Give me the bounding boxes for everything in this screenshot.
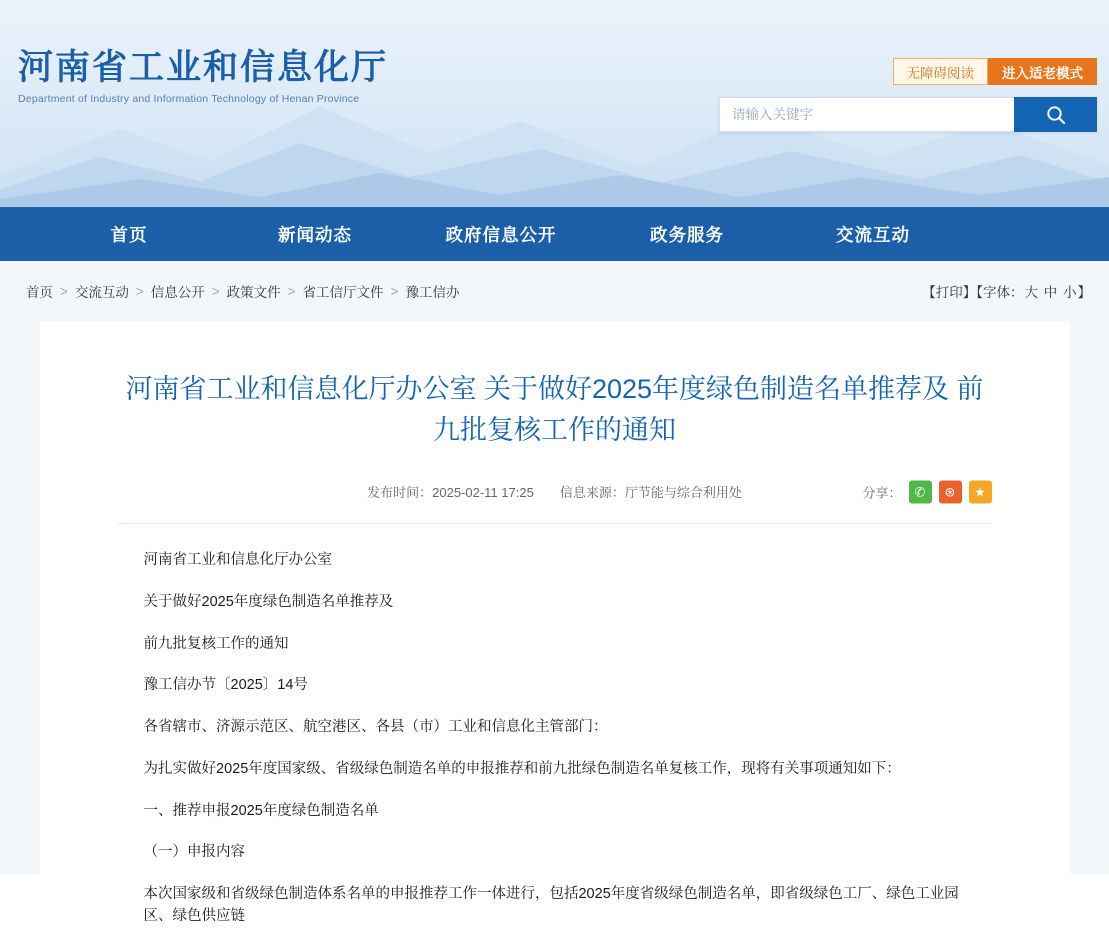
fontsize-prefix: 【字体： [976,285,1024,300]
breadcrumb-separator: > [390,283,399,299]
share-label: 分享： [862,485,902,500]
breadcrumb-separator: > [135,283,144,299]
article-container [40,321,1070,924]
article-paragraph: 本次国家级和省级绿色制造体系名单的申报推荐工作一体进行，包括2025年度省级绿色制造名单，即省级绿色工厂、绿色工业园区、绿色供应链 [143,886,959,924]
accessibility-button[interactable]: 无障碍阅读 [893,58,989,85]
favorite-share-icon[interactable]: ★ [969,480,992,503]
header-tools [893,58,1098,85]
article-meta [118,482,992,501]
search-input[interactable] [719,97,1014,132]
breadcrumb-item-4[interactable]: 省工信厅文件 [302,285,384,300]
weibo-share-icon[interactable]: ⊛ [939,480,962,503]
wechat-share-icon[interactable]: ✆ [909,480,932,503]
page-title: 河南省工业和信息化厅办公室 关于做好2025年度绿色制造名单推荐及 前九批复核工作的通知 [125,374,984,445]
breadcrumb-separator: > [211,283,220,299]
breadcrumb-separator: > [60,283,68,299]
fontsize-small-button[interactable]: 小 [1063,285,1077,300]
breadcrumb-item-0[interactable]: 首页 [26,285,53,300]
nav-item-interaction[interactable]: 交流互动 [836,224,910,245]
share-group [862,480,991,503]
site-header [0,0,1109,207]
search-button[interactable] [1014,97,1097,132]
publish-time [367,482,534,501]
elder-mode-button[interactable]: 进入适老模式 [988,58,1097,85]
site-title-en: Department of Industry and Information Technology of Henan Province [18,93,360,106]
article-paragraph: 河南省工业和信息化厅办公室 [143,552,332,568]
nav-item-news[interactable]: 新闻动态 [278,224,352,245]
fontsize-large-button[interactable]: 大 [1024,285,1038,300]
print-button[interactable]: 【打印】 [922,285,977,300]
source-value: 厅节能与综合利用处 [624,485,742,500]
article-content [118,524,992,928]
article-paragraph: 一、推荐申报2025年度绿色制造名单 [143,802,379,819]
article-paragraph: 前九批复核工作的通知 [143,635,289,652]
nav-item-disclosure[interactable]: 政府信息公开 [445,224,557,245]
nav-item-home[interactable]: 首页 [110,224,148,245]
source-label: 信息来源： [559,485,625,500]
publish-time-value: 2025-02-11 17:25 [432,485,534,500]
breadcrumb-separator: > [287,283,296,299]
fontsize-suffix: 】 [1077,285,1091,300]
fontsize-medium-button[interactable]: 中 [1043,285,1058,300]
breadcrumb-item-2[interactable]: 信息公开 [150,285,205,300]
search-icon [1045,104,1067,126]
article-paragraph: 关于做好2025年度绿色制造名单推荐及 [143,593,394,610]
main-nav [0,207,1109,261]
site-logo[interactable] [18,48,388,105]
breadcrumb-item-3[interactable]: 政策文件 [226,285,281,300]
page-tools [922,281,1091,301]
article-source [560,482,742,501]
article-paragraph: （一）申报内容 [143,844,245,861]
breadcrumb-item-5[interactable]: 豫工信办 [405,285,460,300]
article-paragraph: 为扎实做好2025年度国家级、省级绿色制造名单的申报推荐和前九批绿色制造名单复核工作，现将有关事项通知如下： [143,760,901,777]
article-paragraph: 豫工信办节〔2025〕14号 [143,677,308,694]
nav-item-services[interactable]: 政务服务 [650,224,724,245]
publish-time-label: 发布时间： [367,485,433,500]
breadcrumb [26,281,922,301]
breadcrumb-item-1[interactable]: 交流互动 [74,285,129,300]
search-bar [719,97,1097,132]
article-paragraph: 各省辖市、济源示范区、航空港区、各县（市）工业和信息化主管部门： [143,719,608,735]
page-body [0,321,1109,924]
site-title-cn: 河南省工业和信息化厅 [18,48,389,87]
breadcrumb-bar [0,261,1109,321]
